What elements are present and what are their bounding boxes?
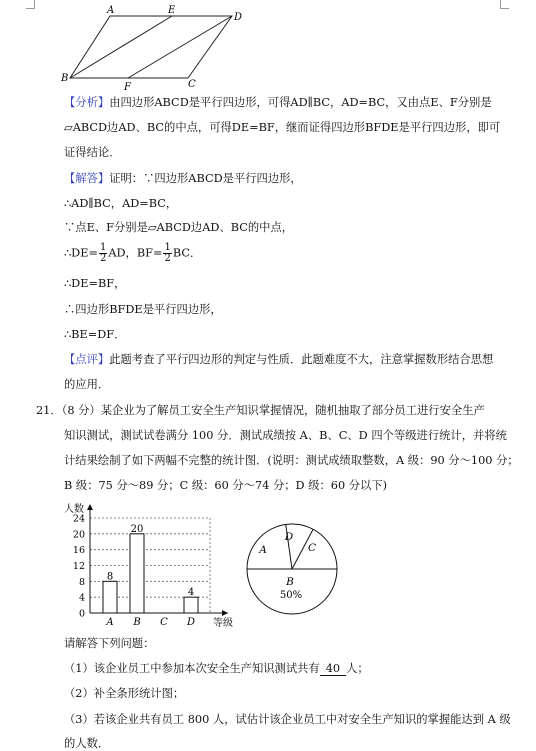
question-3-line-1: （3）若该企业共有员工 800 人，试估计该企业员工中对安全生产知识的掌握能达到 A 级	[64, 713, 511, 726]
label-C: C	[188, 79, 196, 90]
segment-BE	[70, 16, 172, 78]
x-tick-label: A	[106, 617, 114, 628]
solution-tag: 【解答】	[64, 172, 110, 185]
fraction-half-2	[163, 243, 171, 264]
y-axis-label: 人数	[64, 504, 84, 515]
x-axis-arrow	[222, 610, 228, 616]
label-B: B	[61, 73, 69, 84]
solution-text-1: 证明：∵四边形ABCD是平行四边形，	[109, 172, 302, 185]
bar-chart	[58, 502, 248, 630]
question-2: （2）补全条形统计图；	[64, 687, 185, 700]
solution-line-5: ∴DE=BF，	[64, 277, 126, 290]
label-D: D	[234, 12, 243, 23]
x-axis-label: 等级	[213, 618, 233, 629]
y-axis-arrow	[87, 504, 93, 510]
x-tick-label: D	[186, 617, 196, 628]
pie-slice-label-B: B	[286, 576, 294, 588]
question-3-line-2: 的人数．	[64, 737, 110, 750]
solution-line-4-b: AD，BF=	[108, 246, 163, 260]
bar-value-label: 20	[130, 523, 144, 535]
solution-line-4-c: BC．	[172, 246, 202, 260]
solution-line-6: ∴四边形BFDE是平行四边形，	[64, 303, 222, 316]
solution-line-7: ∴BE=DF．	[64, 328, 126, 341]
label-E: E	[168, 5, 176, 16]
x-tick-label: C	[160, 617, 168, 628]
bar-value-label: 8	[106, 571, 114, 583]
bar-B	[130, 534, 144, 613]
solution-line-3: ∵点E、F分别是▱ABCD边AD、BC的中点，	[64, 221, 294, 234]
solution-line-4	[64, 243, 201, 264]
label-A: A	[107, 5, 115, 16]
bar-A	[103, 581, 117, 613]
solution-line-4-a: ∴DE=	[64, 246, 98, 260]
y-tick-label: 8	[78, 576, 85, 588]
pie-slice-label-A: A	[259, 544, 267, 556]
problem21-line-3: 计结果绘制了如下两幅不完整的统计图．(说明：测试成绩取整数，A 级：90 分～100 分；	[64, 454, 519, 467]
fraction-numerator: 1	[164, 242, 171, 253]
analysis-line-3: 证得结论．	[64, 146, 121, 159]
bar-D	[184, 597, 198, 613]
y-tick-label: 12	[72, 561, 85, 572]
problem21-line-4: B 级：75 分～89 分；C 级：60 分～74 分；D 级：60 分以下)	[64, 479, 388, 492]
pie-percent-label-B: 50%	[279, 590, 303, 601]
comment-text-1: 此题考查了平行四边形的判定与性质．此题难度不大，注意掌握数形结合思想	[109, 353, 494, 366]
analysis-tag: 【分析】	[64, 96, 110, 109]
fraction-half-1	[99, 243, 107, 264]
fraction-denominator: 2	[99, 253, 107, 264]
question-1-unit: 人；	[346, 662, 369, 675]
problem21-line-2: 知识测试，测试试卷满分 100 分．测试成绩按 A、B、C、D 四个等级进行统计，并将统	[64, 429, 507, 442]
y-tick-label: 0	[78, 608, 85, 620]
comment-line-1	[64, 353, 493, 367]
y-tick-label: 4	[78, 592, 85, 604]
fraction-numerator: 1	[99, 242, 107, 253]
x-tick-label: B	[133, 617, 141, 628]
comment-line-2: 的应用．	[64, 378, 110, 391]
problem21-line-1: 21．（8 分）某企业为了解员工安全生产知识掌握情况，随机抽取了部分员工进行安全生产	[36, 404, 485, 417]
question-1-answer-blank: 40	[320, 662, 346, 676]
y-tick-label: 24	[72, 513, 85, 525]
solution-line-2: ∴AD∥BC，AD=BC，	[64, 197, 178, 210]
solution-line-1	[64, 172, 302, 186]
parallelogram-outline	[70, 16, 232, 78]
questions-intro: 请解答下列问题：	[64, 637, 155, 650]
bar-value-label: 4	[187, 587, 195, 599]
pie-chart	[242, 519, 342, 619]
fraction-denominator: 2	[164, 253, 171, 264]
comment-tag: 【点评】	[64, 353, 110, 366]
pie-slice-label-D: D	[284, 531, 294, 543]
y-tick-label: 20	[72, 529, 85, 541]
analysis-line-1	[64, 96, 492, 110]
segment-FD	[128, 16, 232, 78]
label-F: F	[124, 82, 131, 92]
question-1-text: （1）该企业员工中参加本次安全生产知识测试共有	[64, 662, 320, 675]
parallelogram-figure	[0, 0, 536, 92]
analysis-line-2: ▱ABCD边AD、BC的中点，可得DE=BF，继而证得四边形BFDE是平行四边形，即可	[64, 121, 501, 134]
question-1	[64, 662, 369, 676]
analysis-text-1: 由四边形ABCD是平行四边形，可得AD∥BC，AD=BC，又由点E、F分别是	[109, 96, 492, 109]
y-tick-label: 16	[72, 545, 85, 557]
pie-slice-label-C: C	[307, 542, 317, 554]
